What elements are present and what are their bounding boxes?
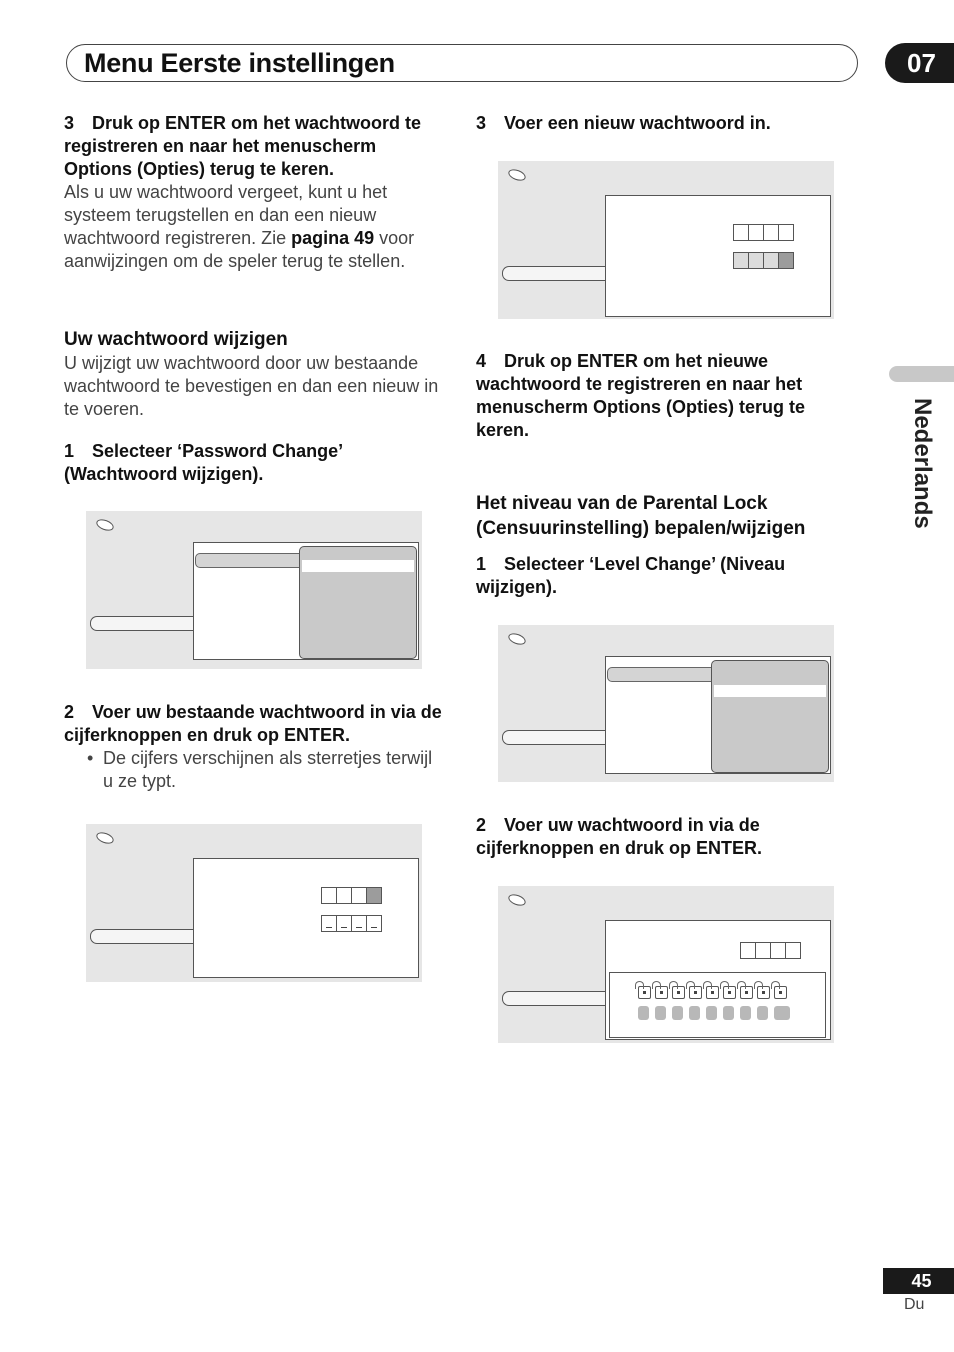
keypad-buttons <box>638 1006 790 1020</box>
disc-icon <box>507 631 527 647</box>
keypad-key-icon <box>757 986 770 999</box>
password-digit-box <box>351 915 367 932</box>
password-entry-boxes <box>322 887 382 904</box>
password-box <box>351 887 367 904</box>
menu-tab <box>90 616 194 631</box>
password-entry-box-cursor <box>778 252 794 269</box>
left-step3-body-post: voor aanwijzingen om de speler terug te stellen. <box>64 228 415 271</box>
side-tab-bar <box>889 366 954 382</box>
password-box <box>755 942 771 959</box>
left-step3-body <box>64 181 444 273</box>
keypad-hint-frame <box>609 972 826 1038</box>
password-box <box>748 224 764 241</box>
bullet-dot: • <box>87 748 94 768</box>
section-heading-password-change: Uw wachtwoord wijzigen <box>64 329 288 350</box>
password-box-cursor <box>366 887 382 904</box>
password-digit-boxes <box>322 915 382 932</box>
menu-tab <box>502 266 606 281</box>
keypad-button <box>655 1006 666 1020</box>
language-code: Du <box>904 1296 925 1313</box>
page-title: Menu Eerste instellingen <box>84 48 395 78</box>
screen-existing-password <box>86 824 422 982</box>
keypad-button <box>706 1006 717 1020</box>
page-reference-link[interactable]: pagina 49 <box>291 228 375 248</box>
keypad-key-icon <box>723 986 736 999</box>
disc-icon <box>507 167 527 183</box>
submenu-panel <box>299 546 417 659</box>
screen-level-change-menu <box>498 625 834 782</box>
password-digit-box <box>321 915 337 932</box>
menu-tab <box>502 730 606 745</box>
new-password-entry-boxes <box>734 252 794 269</box>
keypad-button <box>689 1006 700 1020</box>
side-tab-label: Nederlands <box>909 398 936 529</box>
menu-tab <box>502 991 606 1006</box>
submenu-selected-item <box>302 560 414 572</box>
password-entry-box <box>733 252 749 269</box>
screen-new-password <box>498 161 834 319</box>
password-entry-box <box>748 252 764 269</box>
keypad-key-icon <box>638 986 651 999</box>
options-panel <box>605 656 831 774</box>
left-step3-title: 3 Druk op ENTER om het wachtwoord te registreren en naar het menuscherm Options (Opties) terug te keren. <box>64 113 422 179</box>
keypad-key-icon <box>689 986 702 999</box>
keypad-button <box>774 1006 790 1020</box>
keypad-key-icon <box>774 986 787 999</box>
password-box <box>740 942 756 959</box>
section-heading-parental-lock: Het niveau van de Parental Lock (Censuurinstelling) bepalen/wijzigen <box>476 493 806 539</box>
disc-icon <box>507 892 527 908</box>
password-box <box>778 224 794 241</box>
disc-icon <box>95 517 115 533</box>
right-step3-title: 3 Voer een nieuw wachtwoord in. <box>476 113 771 133</box>
password-box <box>770 942 786 959</box>
password-box <box>785 942 801 959</box>
password-box <box>321 887 337 904</box>
right-step2-title: 2 Voer uw wachtwoord in via de cijferknoppen en druk op ENTER. <box>476 815 763 858</box>
selected-menu-item <box>607 667 717 682</box>
page-number: 45 <box>883 1268 954 1294</box>
password-box <box>763 224 779 241</box>
keypad-button <box>740 1006 751 1020</box>
password-panel <box>605 920 831 1040</box>
selected-menu-item <box>195 553 305 568</box>
password-panel <box>193 858 419 978</box>
keypad-key-icon <box>672 986 685 999</box>
keypad-button <box>723 1006 734 1020</box>
password-entry-box <box>763 252 779 269</box>
menu-tab <box>90 929 194 944</box>
keypad-key-icon <box>655 986 668 999</box>
left-step2-bullet <box>87 747 433 793</box>
password-box <box>336 887 352 904</box>
chapter-badge: 07 <box>885 43 954 83</box>
left-step2-title: 2 Voer uw bestaande wachtwoord in via de cijferknoppen en druk op ENTER. <box>64 702 442 745</box>
screen-password-change-menu <box>86 511 422 669</box>
screen-enter-password-keypad <box>498 886 834 1043</box>
password-digit-box <box>336 915 352 932</box>
keypad-button <box>638 1006 649 1020</box>
keypad-button <box>672 1006 683 1020</box>
new-password-panel <box>605 195 831 317</box>
left-step1-title: 1 Selecteer ‘Password Change’ (Wachtwoord wijzigen). <box>64 441 343 484</box>
new-password-boxes <box>734 224 794 241</box>
right-step1-title: 1 Selecteer ‘Level Change’ (Niveau wijzigen). <box>476 554 786 597</box>
keypad-button <box>757 1006 768 1020</box>
keypad-key-icon <box>706 986 719 999</box>
right-step4-title: 4 Druk op ENTER om het nieuwe wachtwoord te registreren en naar het menuscherm Options (Opties) terug te keren. <box>476 351 806 440</box>
password-box <box>733 224 749 241</box>
password-entry-boxes <box>741 942 801 959</box>
keypad-key-icon <box>740 986 753 999</box>
options-panel <box>193 542 419 660</box>
keypad-icons <box>638 986 787 999</box>
left-step3-body-pre: Als u uw wachtwoord vergeet, kunt u het systeem terugstellen en dan een nieuw wachtwoord registreren. Zie <box>64 182 388 248</box>
section-body-password-change: U wijzigt uw wachtwoord door uw bestaande wachtwoord te bevestigen en dan een nieuw in te voeren. <box>64 353 439 419</box>
submenu-panel <box>711 660 829 773</box>
left-step2-bullet-text: De cijfers verschijnen als sterretjes terwijl u ze typt. <box>103 748 433 791</box>
password-digit-box <box>366 915 382 932</box>
submenu-selected-item <box>714 685 826 697</box>
disc-icon <box>95 830 115 846</box>
